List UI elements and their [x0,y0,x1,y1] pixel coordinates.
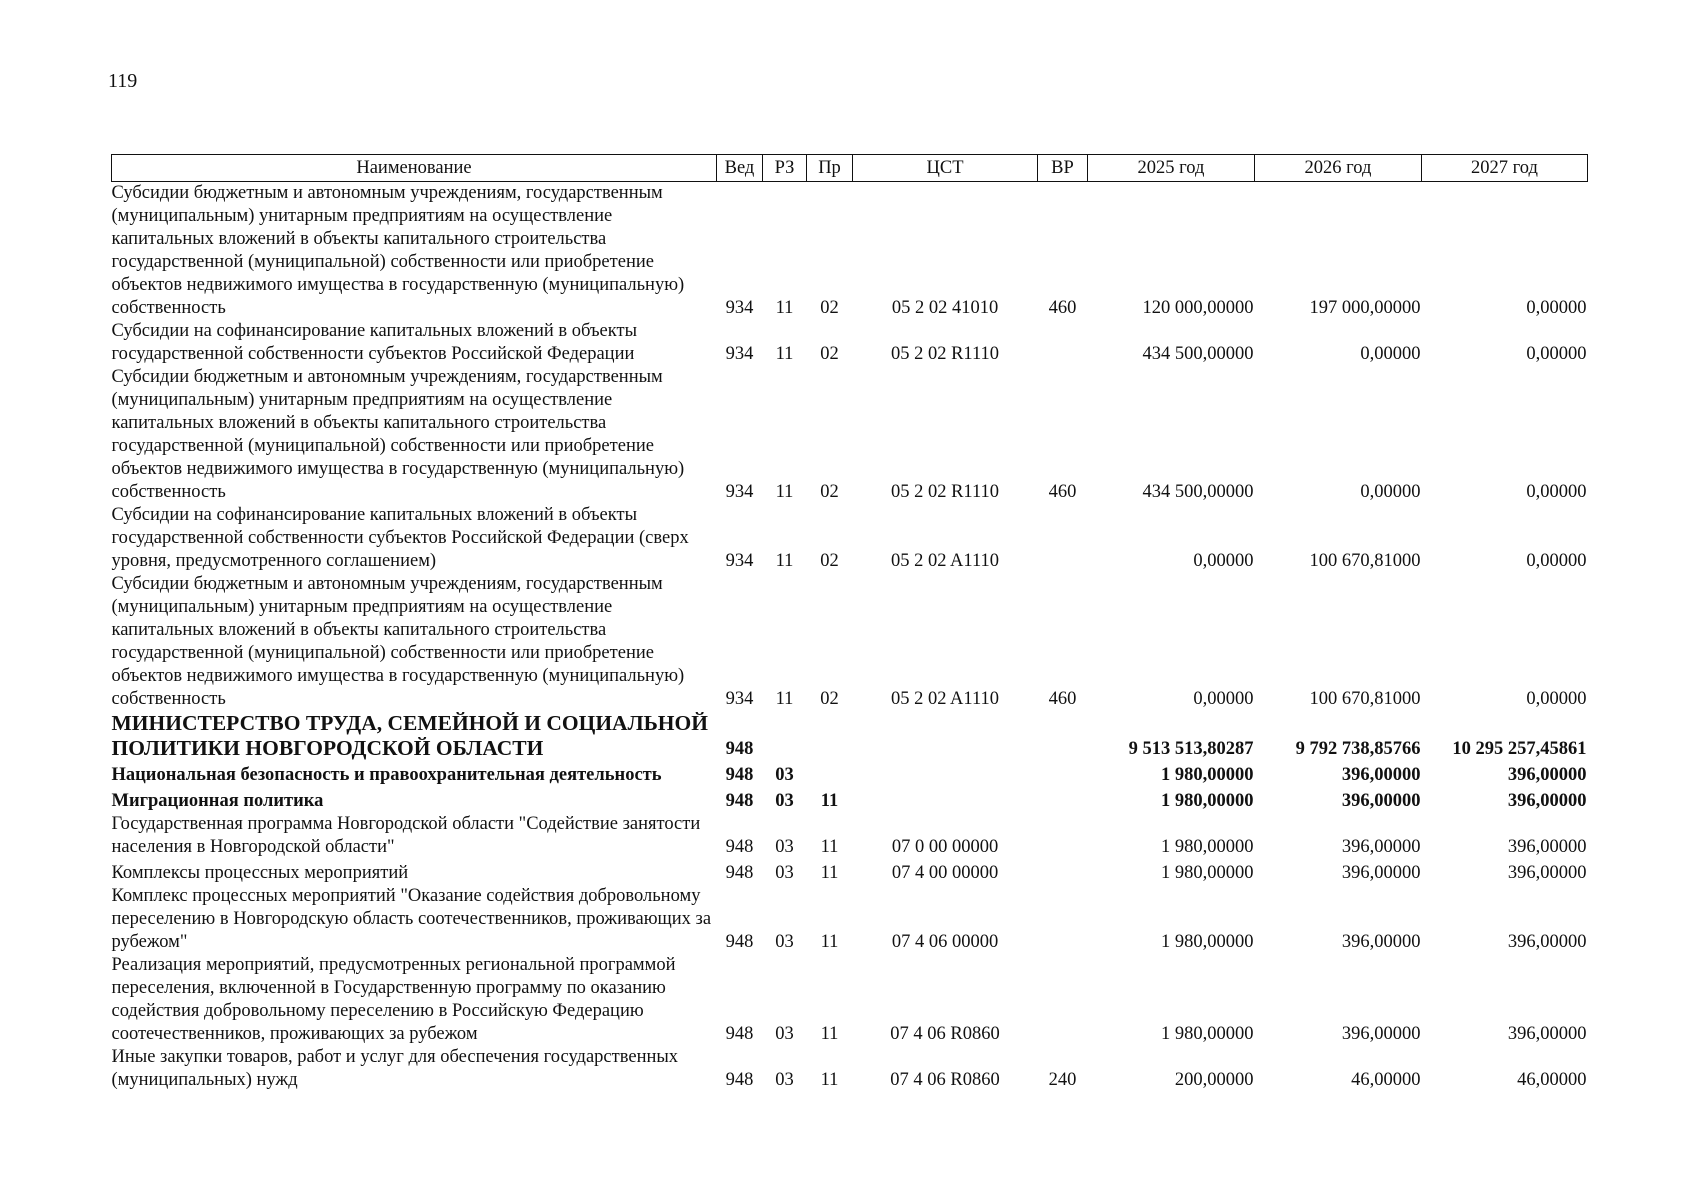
row-2025: 1 980,00000 [1161,932,1254,952]
row-2026: 396,00000 [1341,863,1421,883]
row-2026: 0,00000 [1360,482,1421,502]
row-2025: 1 980,00000 [1161,1024,1254,1044]
row-name: Субсидии на софинансирование капитальных вложений в объекты государственной собственности субъектов Российской Федерации [111,321,638,364]
row-2026: 396,00000 [1341,837,1421,857]
row-vr [1038,504,1088,573]
row-2027: 396,00000 [1507,863,1587,883]
budget-sheet [111,154,1587,1092]
row-ved: 948 [725,1024,754,1044]
row-vr: 460 [1048,298,1077,318]
row-vr [1038,813,1088,859]
row-ved: 934 [725,298,754,318]
row-vr [1038,885,1088,954]
row-vr [1038,711,1088,761]
table-row [112,885,1588,954]
section-row [112,761,1588,787]
row-ved: 948 [725,739,754,759]
row-pr: 02 [820,344,839,364]
row-name: Комплексы процессных мероприятий [111,863,409,883]
row-2027: 0,00000 [1526,689,1587,709]
row-pr: 11 [820,1070,839,1090]
row-2027: 396,00000 [1507,837,1587,857]
row-2025: 1 980,00000 [1161,791,1254,811]
row-rz [763,711,807,761]
row-name: Комплекс процессных мероприятий "Оказание содействия добровольному переселению в Новгородскую область соотечественников, проживающих за рубежом" [111,886,712,952]
row-2027: 0,00000 [1526,344,1587,364]
row-ved: 948 [725,765,754,785]
row-2027: 0,00000 [1526,482,1587,502]
row-pr: 11 [820,1024,839,1044]
header-pr: Пр [807,155,853,182]
row-2025: 120 000,00000 [1142,298,1254,318]
row-name: МИНИСТЕРСТВО ТРУДА, СЕМЕЙНОЙ И СОЦИАЛЬНОЙ ПОЛИТИКИ НОВГОРОДСКОЙ ОБЛАСТИ [111,711,708,760]
row-rz: 11 [775,689,794,709]
row-vr [1038,320,1088,366]
row-name: Государственная программа Новгородской области "Содействие занятости населения в Новгородской области" [111,814,701,857]
header-2025: 2025 год [1088,155,1255,182]
row-2025: 0,00000 [1193,551,1254,571]
row-2027: 46,00000 [1517,1070,1587,1090]
row-name: Иные закупки товаров, работ и услуг для обеспечения государственных (муниципальных) нужд [111,1047,679,1090]
row-rz: 03 [775,1024,794,1044]
row-2025: 434 500,00000 [1142,482,1254,502]
row-cst [853,711,1038,761]
row-2025: 434 500,00000 [1142,344,1254,364]
header-rz: РЗ [763,155,807,182]
row-ved: 948 [725,837,754,857]
row-2026: 100 670,81000 [1309,551,1421,571]
row-2026: 396,00000 [1341,765,1421,785]
row-vr: 460 [1048,482,1077,502]
table-row [112,859,1588,885]
header-name: Наименование [112,155,717,182]
row-name: Субсидии на софинансирование капитальных вложений в объекты государственной собственности субъектов Российской Федерации (сверх уровня, предусмотренного соглашением) [111,505,689,571]
ministry-row [112,711,1588,761]
row-vr: 240 [1048,1070,1077,1090]
row-name: Субсидии бюджетным и автономным учреждениям, государственным (муниципальным) унитарным предприятиям на осуществление капитальных вложений в объекты капитального строительства государственной (муниципальной) собственности или приобретение объектов недвижимого имущества в государственную (муниципальную) собственность [111,183,685,318]
row-2026: 396,00000 [1341,932,1421,952]
row-2026: 0,00000 [1360,344,1421,364]
row-ved: 934 [725,551,754,571]
row-vr [1038,761,1088,787]
header-2026: 2026 год [1255,155,1422,182]
table-row [112,954,1588,1046]
row-name: Реализация мероприятий, предусмотренных региональной программой переселения, включенной в Государственную программу по оказанию содействия добровольному переселению в Российскую Федерацию соотечественников, проживающих за рубежом [111,955,676,1044]
row-name: Национальная безопасность и правоохранительная деятельность [111,765,662,785]
row-rz: 03 [775,863,794,883]
row-2026: 197 000,00000 [1309,298,1421,318]
table-row [112,1046,1588,1092]
row-rz: 03 [775,837,794,857]
row-pr: 02 [820,689,839,709]
table-row [112,813,1588,859]
row-cst: 05 2 02 A1110 [890,551,1000,571]
row-rz: 03 [775,791,794,811]
row-2026: 396,00000 [1341,1024,1421,1044]
row-ved: 948 [725,863,754,883]
row-cst [853,761,1038,787]
table-row [112,182,1588,321]
row-vr: 460 [1048,689,1077,709]
table-header [112,155,1588,182]
row-pr: 11 [820,932,839,952]
row-2027: 396,00000 [1507,765,1587,785]
row-ved: 948 [725,1070,754,1090]
row-rz: 03 [775,765,794,785]
row-cst [853,787,1038,813]
header-ved: Вед [717,155,763,182]
row-cst: 05 2 02 A1110 [890,689,1000,709]
row-ved: 948 [725,791,754,811]
row-2026: 100 670,81000 [1309,689,1421,709]
row-rz: 03 [775,1070,794,1090]
row-2025: 1 980,00000 [1161,837,1254,857]
row-cst: 05 2 02 R1110 [890,344,1000,364]
row-rz: 11 [775,298,794,318]
page-number: 119 [108,70,138,92]
header-cst: ЦСТ [853,155,1038,182]
row-pr: 02 [820,551,839,571]
row-2025: 0,00000 [1193,689,1254,709]
row-cst: 07 4 06 R0860 [890,1070,1000,1090]
row-ved: 934 [725,482,754,502]
row-vr [1038,859,1088,885]
header-2027: 2027 год [1422,155,1588,182]
row-pr: 11 [820,837,839,857]
subsection-row [112,787,1588,813]
header-vr: ВР [1038,155,1088,182]
row-2025: 200,00000 [1174,1070,1254,1090]
row-pr: 02 [820,482,839,502]
row-2027: 396,00000 [1507,1024,1587,1044]
table-row [112,320,1588,366]
budget-table [111,154,1588,1092]
table-row [112,504,1588,573]
row-2027: 10 295 257,45861 [1452,739,1587,759]
row-rz: 11 [775,551,794,571]
row-rz: 03 [775,932,794,952]
row-2027: 0,00000 [1526,298,1587,318]
row-cst: 07 4 00 00000 [891,863,999,883]
row-2026: 46,00000 [1351,1070,1421,1090]
row-2026: 9 792 738,85766 [1295,739,1421,759]
row-name: Субсидии бюджетным и автономным учреждениям, государственным (муниципальным) унитарным предприятиям на осуществление капитальных вложений в объекты капитального строительства государственной (муниципальной) собственности или приобретение объектов недвижимого имущества в государственную (муниципальную) собственность [111,367,685,502]
row-rz: 11 [775,344,794,364]
row-cst: 07 4 06 00000 [891,932,999,952]
row-name: Субсидии бюджетным и автономным учреждениям, государственным (муниципальным) унитарным предприятиям на осуществление капитальных вложений в объекты капитального строительства государственной (муниципальной) собственности или приобретение объектов недвижимого имущества в государственную (муниципальную) собственность [111,574,685,709]
row-cst: 05 2 02 R1110 [890,482,1000,502]
row-vr [1038,954,1088,1046]
row-2026: 396,00000 [1341,791,1421,811]
row-name: Миграционная политика [111,791,324,811]
row-pr: 02 [820,298,839,318]
row-ved: 934 [725,344,754,364]
row-2025: 9 513 513,80287 [1128,739,1254,759]
row-pr [807,761,853,787]
row-pr: 11 [820,791,839,811]
row-ved: 934 [725,689,754,709]
row-2027: 396,00000 [1507,791,1587,811]
table-row [112,573,1588,711]
table-row [112,366,1588,504]
row-2027: 396,00000 [1507,932,1587,952]
row-ved: 948 [725,932,754,952]
row-2027: 0,00000 [1526,551,1587,571]
row-vr [1038,787,1088,813]
row-2025: 1 980,00000 [1161,863,1254,883]
row-cst: 07 4 06 R0860 [890,1024,1000,1044]
row-rz: 11 [775,482,794,502]
row-cst: 05 2 02 41010 [891,298,999,318]
table-body [112,182,1588,1093]
row-pr: 11 [820,863,839,883]
row-2025: 1 980,00000 [1161,765,1254,785]
row-cst: 07 0 00 00000 [891,837,999,857]
row-pr [807,711,853,761]
